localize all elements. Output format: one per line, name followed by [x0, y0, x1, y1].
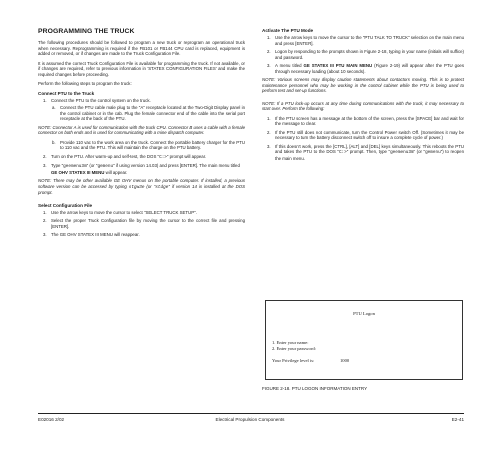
footer-doc-id: E02016 2/02	[38, 417, 65, 422]
select-steps	[38, 210, 245, 238]
intro-paragraph-2: It is assumed the correct Truck Configuration File is available for programming the truck. If not available, or if changes are required, refer to previous information in 'STATEX CONFIGURATION FILES' and make the required changes before proceeding.	[38, 60, 245, 77]
right-column	[262, 28, 464, 164]
figure-name-prompt: 1. Enter your name:	[272, 340, 309, 345]
activate-steps	[262, 35, 464, 74]
connect-steps-cont	[38, 140, 245, 176]
ptu-logon-figure	[265, 300, 463, 380]
left-column	[38, 28, 245, 241]
footer-title: Electrical Propulsion Components	[215, 417, 285, 422]
connect-step-1a: a. Connect the PTU cable male plug to the "A" receptacle located at the Two-Digit Display panel in the control cabinet or in the cab. Plug the female connector end of the cable into the serial port receptacle at the back of the PTU.	[52, 105, 245, 121]
figure-title: PTU Logon	[353, 311, 375, 316]
connect-step-1: 1. Connect the PTU to the control system on the truck. a. Connect the PTU cable male plug to the "A" receptacle located at the Two-Digit Display panel in the control cabinet or in the cab. Plug the female connector end of the cable into the serial port receptacle at the back of the PTU.	[43, 97, 245, 121]
note-connectors: NOTE: Connector A is used for communication with the truck CPU. Connector B uses a cable with a female connector on both ends and is used for communicating with a mine dispatch computer.	[38, 124, 245, 135]
note-other-menus: NOTE: There may be other available GE OHV menus on the portable computer. If installed, a previous software version can be accessed by typing stgw3e (or "stdge" if version 14 is installed at the DOS prompt.	[38, 178, 246, 195]
footer-page-number: E2-41	[451, 417, 464, 422]
footer-divider	[38, 413, 464, 414]
intro-paragraph-1: The following procedures should be followed to program a new truck or reprogram an operational truck when necessary. Reprogramming is required if the FB101 or FB144 CPU card is replaced, equipment is added or removed, or if changes are made to the Truck Configuration File.	[38, 40, 245, 56]
figure-privilege-label: Your Privilege level is:	[272, 358, 315, 363]
lockup-step-3: 3. If this doesn't work, press the [CTRL], [ALT] and [DEL] keys simultaneously. This reboots the PTU and takes the PTU to the DOS "C:>" prompt. Then, type "geemenu3m" (or "gemenu") to reopen the main menu.	[267, 143, 464, 161]
figure-password-prompt: 2. Enter your password:	[272, 346, 316, 351]
lockup-steps	[262, 116, 464, 162]
activate-step-1: 1. Use the arrow keys to move the cursor to the "PTU TALK TO TRUCK" selection on the main menu and press [ENTER].	[267, 35, 464, 46]
connect-step-3: 3. Type "geemenu3m" (or "gemenu" if using version 14.03) and press [ENTER]. The main menu titled GE OHV STATEX III MENU will appear.	[43, 163, 240, 175]
select-step-2: 2. Select the proper Truck Configuration file by moving the cursor to the correct file and pressing [ENTER].	[43, 218, 245, 229]
note-caution-statements: NOTE: Various screens may display caution statements about contactors moving. This is to protect maintenance personnel who may be working in the control cabinet while the PTU is being used to perform test and set-up functions.	[262, 77, 464, 93]
activate-ptu-heading: Activate The PTU Mode	[262, 28, 314, 33]
activate-step-3: 3. A menu titled GE STATEX III PTU MAIN MENU (Figure 2-19) will appear after the PTU goes through necessary loading (about 10 seconds).	[267, 63, 465, 74]
connect-step-2: 2. Turn on the PTU. After warm-up and self-test, the DOS "C:>" prompt will appear.	[43, 153, 207, 160]
select-step-1: 1. Use the arrow keys to move the cursor to select "SELECT TRUCK SETUP".	[43, 209, 197, 215]
select-step-3: 3. The GE OHV STATEX III MENU will reappear.	[43, 232, 140, 237]
select-config-heading: Select Configuration File	[38, 202, 93, 208]
lockup-step-1: 1. If the PTU screen has a message at the bottom of the screen, press the [SPACE] bar and wait for the message to clear.	[267, 115, 464, 126]
connect-step-1b: b. Provide 110 vac to the work area on the truck. Connect the portable battery charger for the PTU to 110 vac and the PTU. This will maintain the charge on the PTU battery.	[52, 139, 245, 150]
figure-privilege-value: 1000	[340, 358, 350, 363]
section-title: PROGRAMMING THE TRUCK	[38, 28, 135, 35]
intro-paragraph-3: Perform the following steps to program the truck:	[38, 81, 132, 86]
lockup-step-2: 2. If the PTU still does not communicate, turn the Control Power switch Off. (Sometimes it may be necessary to turn the battery disconnect switch off to insure a complete cycle of power.)	[267, 129, 464, 140]
figure-caption: FIGURE 2-18. PTU LOGON INFORMATION ENTRY	[262, 386, 368, 391]
connect-steps	[38, 98, 245, 122]
connect-ptu-heading: Connect PTU to the Truck	[38, 90, 95, 96]
activate-step-2: 2. Logon by responding to the prompts shown in Figure 2-18, typing in your name (initials will suffice) and password.	[267, 49, 464, 60]
note-lockup: NOTE: If a PTU lock-up occurs at any time during communications with the truck, it may necessary to start over. Perform the following:	[262, 100, 464, 111]
